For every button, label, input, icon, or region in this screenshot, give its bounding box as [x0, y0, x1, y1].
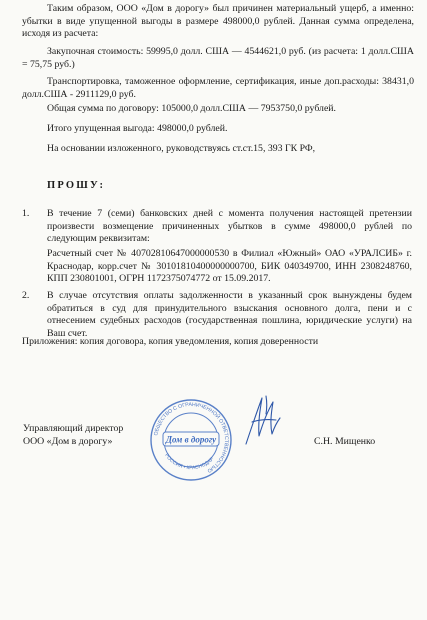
stamp-ring-text: ОБЩЕСТВО С ОГРАНИЧЕННОЙ ОТВЕТСТВЕННОСТЬЮ — [153, 401, 230, 474]
item-number: 1. — [22, 208, 30, 219]
item-text: В течение 7 (семи) банковских дней с момента получения настоящей претензии произвести возмещение причиненных убытков в сумме 498000,0 рублей по следующим реквизитам: — [47, 208, 412, 245]
bank-details: Расчетный счет № 40702810647000000530 в Филиал «Южный» ОАО «УРАЛСИБ» г. Краснодар, корр.счет № 30101810400000000700, БИК 040349700, ИНН 2308248760, КПП 230801001, ОГРН 1172375074772 от 15.09.2017. — [47, 248, 412, 285]
line-purchase: Закупочная стоимость: 59995,0 долл. США — 4544621,0 руб. (из расчета: 1 долл.США = 75,75 руб.) — [22, 46, 414, 70]
line-lost: Итого упущенная выгода: 498000,0 рублей. — [47, 123, 228, 134]
line-total: Общая сумма по договору: 105000,0 долл.США — 7953750,0 рублей. — [47, 103, 336, 114]
para-intro: Таким образом, ООО «Дом в дорогу» был причинен материальный ущерб, а именно: убытки в виде упущенной выгоды в размере 498000,0 рублей. Данная сумма определена, исходя из расчета: — [22, 3, 414, 40]
line-basis: На основании изложенного, руководствуясь ст.ст.15, 393 ГК РФ, — [47, 143, 316, 154]
handwritten-signature — [240, 392, 284, 448]
stamp-center-text: Дом в дорогу — [165, 434, 217, 445]
company-stamp — [147, 398, 235, 482]
signatory-block — [23, 423, 123, 448]
signatory-title: Управляющий директор — [23, 423, 124, 434]
signatory-name: С.Н. Мищенко — [314, 436, 376, 447]
item-text: В случае отсутствия оплаты задолженности в указанный срок вынуждены будем обратиться в суд для принудительного взыскания основного долга, пени и с отнесением судебных расходов (государственная пошлина, юридические услуги) на Ваш счет. — [47, 290, 412, 339]
line-transport: Транспортировка, таможенное оформление, сертификация, иные доп.расходы: 38431,0 долл.США - 2911129,0 руб. — [22, 76, 414, 100]
stamp-bottom-text: РОССИЯ • КРАСНОДАР — [163, 452, 216, 472]
item-number: 2. — [22, 290, 30, 301]
signatory-org: ООО «Дом в дорогу» — [23, 435, 113, 447]
request-heading: ПРОШУ: — [47, 180, 106, 191]
attachments-line: Приложения: копия договора, копия уведомления, копия доверенности — [22, 336, 319, 347]
